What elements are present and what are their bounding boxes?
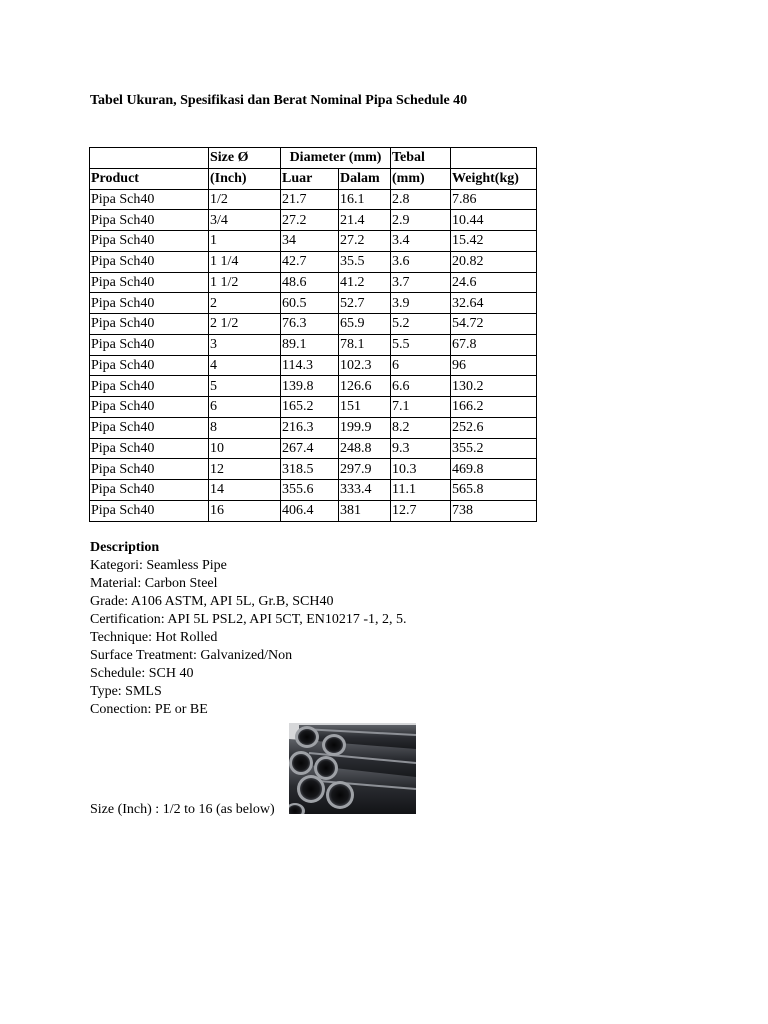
luar-cell: 42.7	[281, 251, 339, 272]
dalam-cell: 381	[339, 500, 391, 521]
table-row	[90, 231, 537, 252]
size-cell: 2	[209, 293, 281, 314]
dalam-cell: 16.1	[339, 189, 391, 210]
product-cell: Pipa Sch40	[90, 397, 209, 418]
dalam-cell: 333.4	[339, 480, 391, 501]
dalam-cell: 151	[339, 397, 391, 418]
product-cell: Pipa Sch40	[90, 293, 209, 314]
header-weight: Weight(kg)	[451, 168, 537, 189]
dalam-cell: 102.3	[339, 355, 391, 376]
weight-cell: 7.86	[451, 189, 537, 210]
tebal-cell: 5.2	[391, 314, 451, 335]
header-empty-cell	[90, 148, 209, 169]
tebal-cell: 10.3	[391, 459, 451, 480]
luar-cell: 267.4	[281, 438, 339, 459]
table-row	[90, 376, 537, 397]
dalam-cell: 297.9	[339, 459, 391, 480]
product-cell: Pipa Sch40	[90, 480, 209, 501]
tebal-cell: 3.9	[391, 293, 451, 314]
product-cell: Pipa Sch40	[90, 210, 209, 231]
weight-cell: 355.2	[451, 438, 537, 459]
tebal-cell: 8.2	[391, 417, 451, 438]
table-header-row-1	[90, 148, 537, 169]
dalam-cell: 78.1	[339, 334, 391, 355]
size-cell: 12	[209, 459, 281, 480]
tebal-cell: 2.8	[391, 189, 451, 210]
weight-cell: 738	[451, 500, 537, 521]
table-row	[90, 334, 537, 355]
luar-cell: 355.6	[281, 480, 339, 501]
description-line: Technique: Hot Rolled	[90, 630, 218, 645]
size-cell: 5	[209, 376, 281, 397]
product-cell: Pipa Sch40	[90, 272, 209, 293]
weight-cell: 130.2	[451, 376, 537, 397]
weight-cell: 469.8	[451, 459, 537, 480]
header-tebal: Tebal	[391, 148, 451, 169]
description-line: Grade: A106 ASTM, API 5L, Gr.B, SCH40	[90, 594, 334, 609]
table-row	[90, 272, 537, 293]
product-cell: Pipa Sch40	[90, 334, 209, 355]
weight-cell: 54.72	[451, 314, 537, 335]
luar-cell: 48.6	[281, 272, 339, 293]
luar-cell: 34	[281, 231, 339, 252]
tebal-cell: 9.3	[391, 438, 451, 459]
luar-cell: 27.2	[281, 210, 339, 231]
table-row	[90, 480, 537, 501]
size-cell: 14	[209, 480, 281, 501]
product-cell: Pipa Sch40	[90, 417, 209, 438]
size-cell: 6	[209, 397, 281, 418]
dalam-cell: 35.5	[339, 251, 391, 272]
table-row	[90, 314, 537, 335]
luar-cell: 406.4	[281, 500, 339, 521]
luar-cell: 21.7	[281, 189, 339, 210]
table-row	[90, 438, 537, 459]
weight-cell: 32.64	[451, 293, 537, 314]
tebal-cell: 2.9	[391, 210, 451, 231]
size-cell: 1 1/4	[209, 251, 281, 272]
weight-cell: 10.44	[451, 210, 537, 231]
tebal-cell: 3.7	[391, 272, 451, 293]
weight-cell: 67.8	[451, 334, 537, 355]
weight-cell: 20.82	[451, 251, 537, 272]
size-cell: 1/2	[209, 189, 281, 210]
page-title: Tabel Ukuran, Spesifikasi dan Berat Nominal Pipa Schedule 40	[90, 93, 468, 108]
header-size: Size Ø	[209, 148, 281, 169]
size-cell: 1	[209, 231, 281, 252]
luar-cell: 139.8	[281, 376, 339, 397]
tebal-cell: 11.1	[391, 480, 451, 501]
description-heading: Description	[90, 540, 160, 555]
header-tebal-unit: (mm)	[391, 168, 451, 189]
product-cell: Pipa Sch40	[90, 189, 209, 210]
description-line: Material: Carbon Steel	[90, 576, 218, 591]
product-cell: Pipa Sch40	[90, 500, 209, 521]
dalam-cell: 21.4	[339, 210, 391, 231]
weight-cell: 96	[451, 355, 537, 376]
tebal-cell: 5.5	[391, 334, 451, 355]
table-row	[90, 417, 537, 438]
tebal-cell: 12.7	[391, 500, 451, 521]
description-line: Schedule: SCH 40	[90, 666, 194, 681]
dalam-cell: 52.7	[339, 293, 391, 314]
dalam-cell: 27.2	[339, 231, 391, 252]
steel-pipes-photo	[289, 723, 416, 814]
size-cell: 2 1/2	[209, 314, 281, 335]
table-row	[90, 355, 537, 376]
table-row	[90, 500, 537, 521]
description-line: Type: SMLS	[90, 684, 162, 699]
product-cell: Pipa Sch40	[90, 314, 209, 335]
size-cell: 3	[209, 334, 281, 355]
header-empty-cell	[451, 148, 537, 169]
header-diameter: Diameter (mm)	[281, 148, 391, 169]
table-header-row-2	[90, 168, 537, 189]
tebal-cell: 3.4	[391, 231, 451, 252]
header-luar: Luar	[281, 168, 339, 189]
product-cell: Pipa Sch40	[90, 438, 209, 459]
weight-cell: 15.42	[451, 231, 537, 252]
product-cell: Pipa Sch40	[90, 459, 209, 480]
pipe-spec-table	[89, 147, 537, 522]
header-product: Product	[90, 168, 209, 189]
description-line: Kategori: Seamless Pipe	[90, 558, 227, 573]
weight-cell: 166.2	[451, 397, 537, 418]
table-row	[90, 189, 537, 210]
luar-cell: 114.3	[281, 355, 339, 376]
description-block	[90, 539, 407, 719]
table-row	[90, 251, 537, 272]
size-cell: 1 1/2	[209, 272, 281, 293]
header-dalam: Dalam	[339, 168, 391, 189]
product-cell: Pipa Sch40	[90, 231, 209, 252]
table-row	[90, 293, 537, 314]
product-cell: Pipa Sch40	[90, 355, 209, 376]
tebal-cell: 6.6	[391, 376, 451, 397]
luar-cell: 216.3	[281, 417, 339, 438]
description-line: Surface Treatment: Galvanized/Non	[90, 648, 293, 663]
description-line: Certification: API 5L PSL2, API 5CT, EN10217 -1, 2, 5.	[90, 612, 407, 627]
luar-cell: 165.2	[281, 397, 339, 418]
size-cell: 16	[209, 500, 281, 521]
size-cell: 4	[209, 355, 281, 376]
luar-cell: 60.5	[281, 293, 339, 314]
size-cell: 8	[209, 417, 281, 438]
luar-cell: 89.1	[281, 334, 339, 355]
table-row	[90, 397, 537, 418]
table-row	[90, 459, 537, 480]
dalam-cell: 65.9	[339, 314, 391, 335]
table-row	[90, 210, 537, 231]
dalam-cell: 41.2	[339, 272, 391, 293]
weight-cell: 24.6	[451, 272, 537, 293]
dalam-cell: 199.9	[339, 417, 391, 438]
weight-cell: 565.8	[451, 480, 537, 501]
dalam-cell: 248.8	[339, 438, 391, 459]
size-cell: 3/4	[209, 210, 281, 231]
dalam-cell: 126.6	[339, 376, 391, 397]
luar-cell: 76.3	[281, 314, 339, 335]
description-line: Conection: PE or BE	[90, 702, 208, 717]
tebal-cell: 7.1	[391, 397, 451, 418]
product-cell: Pipa Sch40	[90, 376, 209, 397]
size-range-text: Size (Inch) : 1/2 to 16 (as below)	[90, 802, 275, 817]
tebal-cell: 3.6	[391, 251, 451, 272]
weight-cell: 252.6	[451, 417, 537, 438]
header-size-unit: (Inch)	[209, 168, 281, 189]
luar-cell: 318.5	[281, 459, 339, 480]
product-cell: Pipa Sch40	[90, 251, 209, 272]
size-cell: 10	[209, 438, 281, 459]
tebal-cell: 6	[391, 355, 451, 376]
